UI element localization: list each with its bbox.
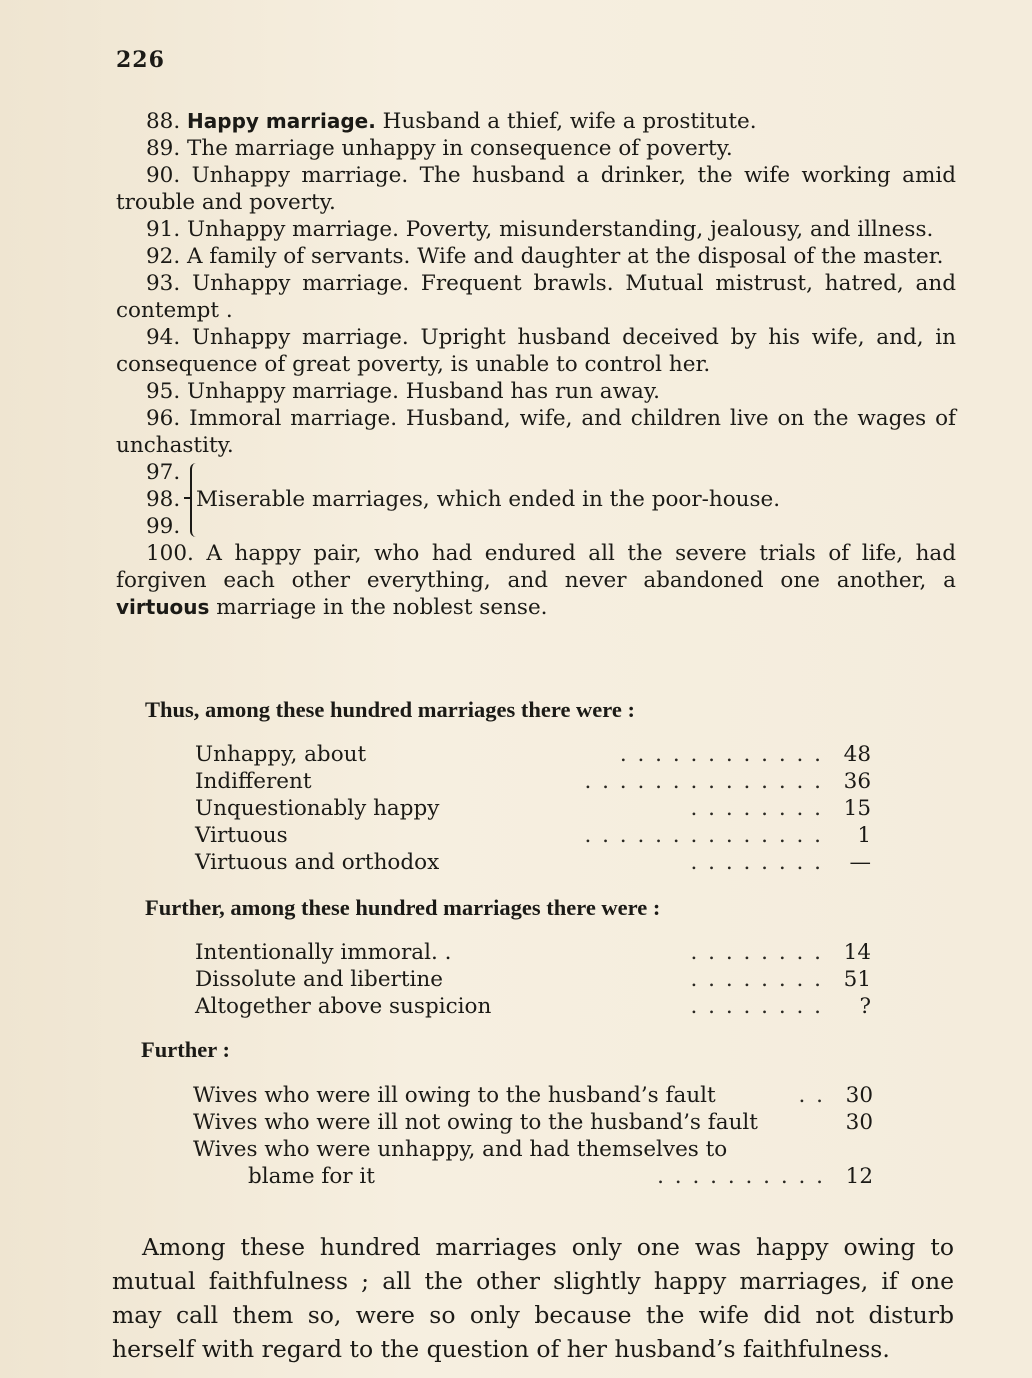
entry-text: A family of servants. Wife and daughter at the disposal of the master. [180, 244, 944, 269]
entry-text: marriage in the noblest sense. [209, 595, 548, 620]
stat-value: 14 [843, 940, 871, 965]
entry-number: 100. [146, 541, 194, 566]
stat-row [193, 1109, 883, 1136]
stat-label: Unhappy, about [195, 742, 367, 767]
entry-93 [116, 270, 956, 324]
entry-text: Husband a thief, wife a prostitute. [375, 109, 757, 134]
stat-value: 30 [845, 1083, 873, 1108]
entry-90 [116, 162, 956, 216]
stat-label: Unquestionably happy [195, 796, 440, 821]
stats-table-3 [193, 1082, 883, 1190]
stat-value: 1 [857, 823, 871, 848]
stat-value: 15 [843, 796, 871, 821]
stat-label: Virtuous [195, 823, 288, 848]
entry-number: 88. [146, 109, 181, 134]
stat-row [195, 966, 875, 993]
entry-95 [116, 378, 956, 405]
entry-88 [116, 108, 956, 135]
stat-row [195, 993, 875, 1020]
conclusion-paragraph: Among these hundred marriages only one was happy owing to mutual faithfulness ; all the other slightly happy marriages, if one may call them so, were so only because the wife did not disturb herself with regard to the question of her husband’s faithfulness. [112, 1232, 954, 1363]
entry-number: 99. [146, 514, 181, 539]
entry-94 [116, 324, 956, 378]
entry-number: 98. [146, 487, 181, 512]
entry-92 [116, 243, 956, 270]
entry-number: 90. [146, 163, 181, 188]
entry-emphasis: virtuous [116, 595, 210, 619]
entry-number: 94. [146, 325, 181, 350]
stats-table-1 [195, 741, 875, 876]
entry-number: 89. [146, 136, 181, 161]
stat-value: 36 [843, 769, 871, 794]
section-heading-thus: Thus, among these hundred marriages there were : [145, 697, 635, 722]
stat-row [195, 849, 875, 876]
entry-number: 96. [146, 406, 181, 431]
entry-text: Immoral marriage. Husband, wife, and children live on the wages of unchastity. [116, 406, 956, 458]
leader-dots: . . . . . . . . . . . . . . [584, 823, 823, 848]
entry-text: Unhappy marriage. Poverty, misunderstanding, jealousy, and illness. [180, 217, 934, 242]
stat-row [193, 1136, 883, 1163]
stat-label: Wives who were unhappy, and had themselves to [193, 1137, 728, 1162]
stat-label: Intentionally immoral. . [195, 940, 452, 965]
stat-row [193, 1163, 883, 1190]
stat-value: — [849, 850, 871, 875]
entry-emphasis: Happy marriage. [187, 109, 376, 133]
stats-table-2 [195, 939, 875, 1020]
stat-row [195, 741, 875, 768]
stat-label: Wives who were ill not owing to the husband’s fault [193, 1110, 758, 1135]
stat-row [193, 1082, 883, 1109]
stat-value: 51 [843, 967, 871, 992]
numbered-entries [116, 108, 956, 621]
entry-text: Unhappy marriage. Upright husband deceived by his wife, and, in consequence of great poverty, is unable to control her. [116, 325, 956, 377]
entry-number: 93. [146, 271, 181, 296]
entry-number: 91. [146, 217, 181, 242]
stat-row [195, 939, 875, 966]
stat-label: Altogether above suspicion [195, 994, 492, 1019]
leader-dots: . . [798, 1083, 825, 1108]
stat-value: 30 [845, 1110, 873, 1135]
entry-text: A happy pair, who had endured all the severe trials of life, had forgiven each other everything, and never abandoned one another, a [116, 541, 956, 593]
leader-dots: . . . . . . . . [690, 967, 823, 992]
entry-91 [116, 216, 956, 243]
stat-value: 48 [843, 742, 871, 767]
leader-dots: . . . . . . . . [690, 940, 823, 965]
entry-text: Unhappy marriage. The husband a drinker, the wife working amid trouble and poverty. [116, 163, 956, 215]
leader-dots: . . . . . . . . [690, 994, 823, 1019]
stat-row [195, 822, 875, 849]
stat-row [195, 768, 875, 795]
entry-text: Unhappy marriage. Husband has run away. [180, 379, 660, 404]
leader-dots: . . . . . . . . [690, 850, 823, 875]
stat-label: Indifferent [195, 769, 312, 794]
group-numbers [146, 459, 186, 540]
stat-label: Dissolute and libertine [195, 967, 443, 992]
entry-text: Unhappy marriage. Frequent brawls. Mutual mistrust, hatred, and contempt . [116, 271, 956, 323]
leader-dots: . . . . . . . . . . [657, 1164, 825, 1189]
entry-number: 92. [146, 244, 181, 269]
stat-row [195, 795, 875, 822]
entry-89 [116, 135, 956, 162]
entry-96 [116, 405, 956, 459]
leader-dots: . . . . . . . . . . . . . . [584, 769, 823, 794]
entry-100 [116, 540, 956, 621]
page-number: 226 [116, 47, 165, 73]
group-text: Miserable marriages, which ended in the poor-house. [196, 487, 781, 512]
stat-label: blame for it [248, 1164, 375, 1189]
leader-dots: . . . . . . . . . . . . [619, 742, 823, 767]
entry-number: 97. [146, 460, 181, 485]
section-heading-further-2: Further : [141, 1037, 230, 1062]
entries-97-99-group [146, 459, 956, 540]
stat-label: Wives who were ill owing to the husband’s fault [193, 1083, 716, 1108]
stat-value: 12 [845, 1164, 873, 1189]
entry-text: The marriage unhappy in consequence of poverty. [180, 136, 733, 161]
section-heading-further-1: Further, among these hundred marriages there were : [145, 895, 661, 920]
stat-value: ? [859, 994, 871, 1019]
stat-label: Virtuous and orthodox [195, 850, 440, 875]
entry-number: 95. [146, 379, 181, 404]
leader-dots: . . . . . . . . [690, 796, 823, 821]
